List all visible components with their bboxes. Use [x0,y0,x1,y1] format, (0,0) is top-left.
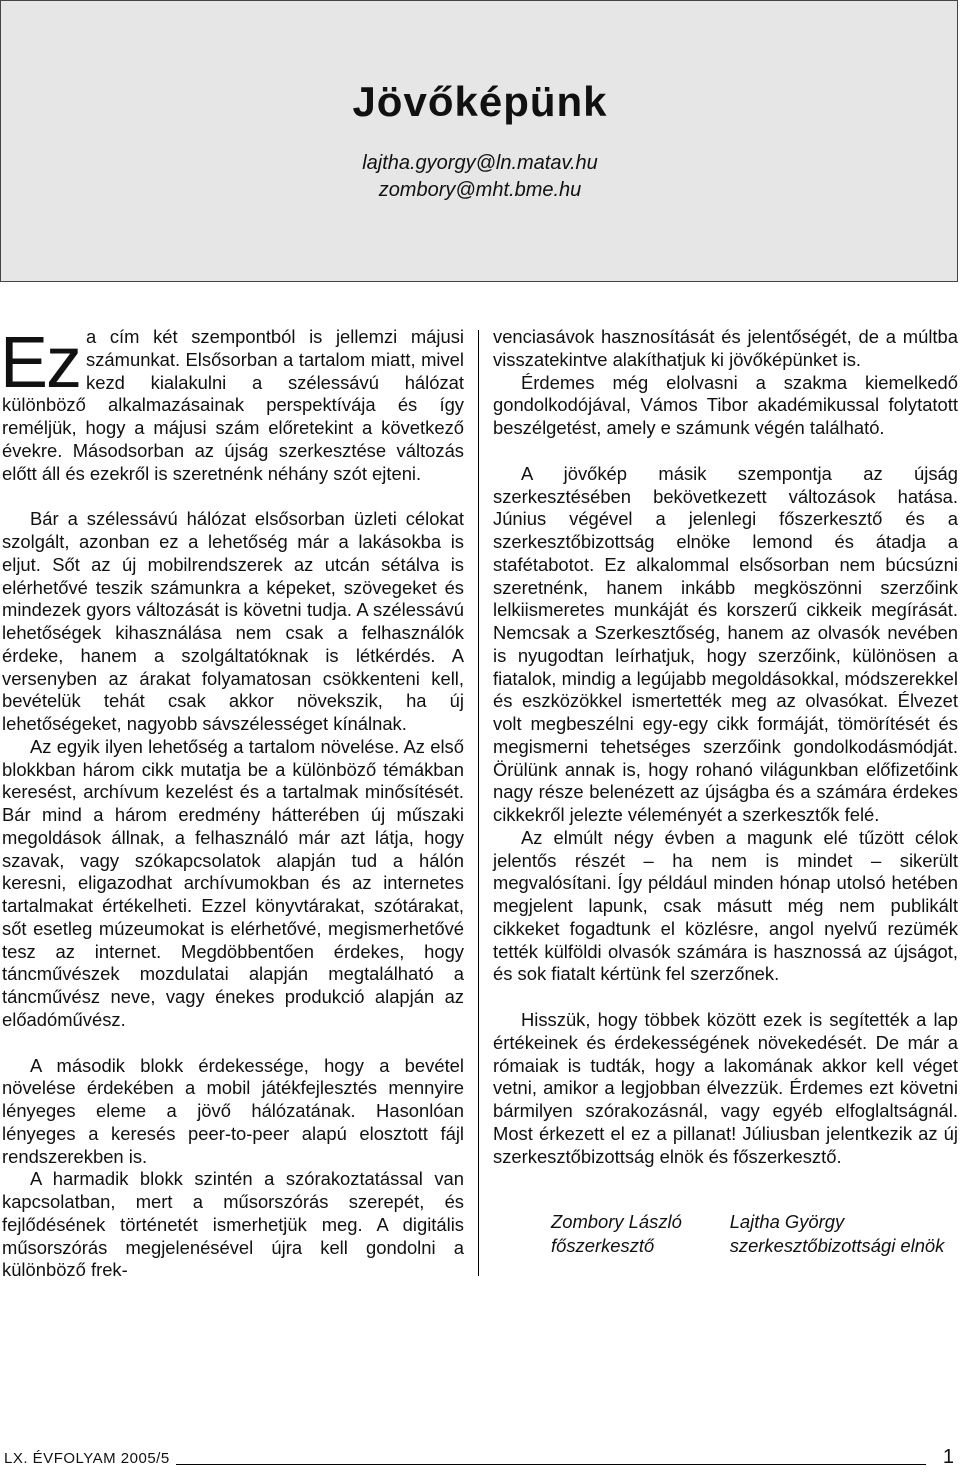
signature-name: Zombory László [551,1211,682,1233]
right-column [493,326,958,1258]
left-column [0,323,464,1282]
paragraph: venciasávok hasznosítását és jelentőségét, de a múltba visszatekintve alakíthatjuk ki jövőképünket is. [493,326,958,370]
signature-role: főszerkesztő [551,1235,655,1257]
author-emails [0,150,960,204]
signature-chair [730,1210,958,1258]
drop-cap: Ez [0,323,81,403]
footer-volume: LX. ÉVFOLYAM 2005/5 [4,1450,170,1467]
page-title: Jövőképünk [352,78,608,125]
paragraph: Az egyik ilyen lehetőség a tartalom növelése. Az első blokkban három cikk mutatja be a különböző témákban keresést, archívum kezelést és a tartalmak minősítését. Bár mind a három eredmény hátterében új műszaki megoldások állnak, a felhasználó már azt látja, hogy szavak, vagy szókapcsolatok alapján tud a hálón keresni, eligazodhat archívumokban és az internetes tartalmakat értékelheti. Ezzel könyvtárakat, szótárakat, sőt esetleg múzeumokat is elérhetővé, megismerhetővé tesz az internet. Megdöbbentően érdekes, hogy táncművészek mozdulatai alapján megtalálható a táncművész neve, vagy énekes produkció alapján az előadóművész. [2,735,464,1030]
paragraph: A jövőkép másik szempontja az újság szerkesztésében bekövetkezett változások hatása. Június végével a jelenlegi főszerkesztő és a szerkesztőbizottság elnöke lemond és átadja a stafétabotot. Ez alkalommal elsősorban nem búcsúzni szeretnénk, hanem inkább megköszönni szerzőink lelkiismeretes munkáját és korszerű cikkeik megírását. Nemcsak a Szerkesztőség, hanem az olvasók nevében is nyugodtan leírhatjuk, hogy szerzőink, különösen a fiatalok, mindig a legújabb megoldásokkal, módszerekkel és eszközökkel ismertették meg az olvasókat. Élvezet volt megbeszélni egy-egy cikk formáját, tömörítését és megismerni tehetséges szerzőink gondolkodásmódját. Örülünk annak is, hogy rohanó világunkban előfizetőink nagy része belenézett az újságba és a számára érdekes cikkekről jelezte véleményét a szerkesztők felé. [493,462,958,825]
paragraph: A harmadik blokk szintén a szórakoztatással van kapcsolatban, mert a műsorszórás szerepét, és fejlődésének történetét ismerhetjük meg. A digitális műsorszórás megjelenésével újra kell gondolni a különböző frek- [2,1168,464,1281]
email-zombory: zombory@mht.bme.hu [378,179,582,201]
paragraph: Érdemes még elolvasni a szakma kiemelkedő gondolkodójával, Vámos Tibor akadémikussal folytatott beszélgetést, amely e számunk végén található. [493,371,958,438]
paragraph: A második blokk érdekessége, hogy a bevétel növelése érdekében a mobil játékfejlesztés mennyire lényeges eleme a jövő hálózatának. Hasonlóan lényeges a keresés peer-to-peer alapú elosztott fájl rendszerekben is. [2,1054,464,1167]
page-number: 1 [942,1446,954,1468]
column-divider [478,330,479,1276]
signature-block [493,1210,958,1258]
paragraph: Bár a szélessávú hálózat elsősorban üzleti célokat szolgált, azonban ez a lehetőség már a lakásokba is eljut. Sőt az új mobilrendszerek az utcán sétálva is elérhetővé teszik számunkra a képeket, szövegeket és mindezek gyors változását is követni tudja. A szélessávú lehetőségek kihasználása nem csak a felhasználók érdeke, hanem a szolgáltatóknak is létkérdés. A versenyben az árakat folyamatosan csökkenteni kell, bevételük tehát csak akkor növekszik, ha új lehetőségeket, nagyobb sávszélességet kínálnak. [2,508,464,734]
intro-paragraph [0,323,464,485]
signature-role: szerkesztőbizottsági elnök [729,1235,945,1257]
signature-name: Lajtha György [729,1211,845,1233]
email-lajtha: lajtha.gyorgy@ln.matav.hu [362,152,598,174]
paragraph: Hisszük, hogy többek között ezek is segítették a lap értékeinek és érdekességének növekedését. De már a rómaiak is tudták, hogy a lakomának akkor kell véget vetni, amikor a legjobban élvezzük. Érdemes ezt követni bármilyen szórakozásnál, vagy egyéb elfoglaltságnál. Most érkezett el ez a pillanat! Júliusban jelentkezik az új szerkesztőbizottság elnök és főszerkesztő. [493,1009,958,1167]
header-box [0,0,958,282]
footer-rule [176,1464,926,1465]
signature-editor [551,1210,730,1258]
paragraph-text: a cím két szempontból is jellemzi májusi számunkat. Elsősorban a tartalom miatt, mivel kezd kialakulni a szélessávú hálózat különböző alkalmazásainak perspektívája és így reméljük, hogy a májusi szám előretekint a következő évekre. Másodsorban az újság szerkesztése változás előtt áll és ezekről is szeretnénk néhány szót ejteni. [2,326,464,484]
paragraph: Az elmúlt négy évben a magunk elé tűzött célok jelentős részét – ha nem is mindet – sikerült megvalósítani. Így például minden hónap utolsó hetében megjelent lapunk, csak másutt még nem publikált cikkeket fogadtunk el közlésre, angol nyelvű rezümék tették külföldi olvasók számára is hasznossá az újságot, és sok fiatalt kértünk fel szerzőnek. [493,826,958,985]
